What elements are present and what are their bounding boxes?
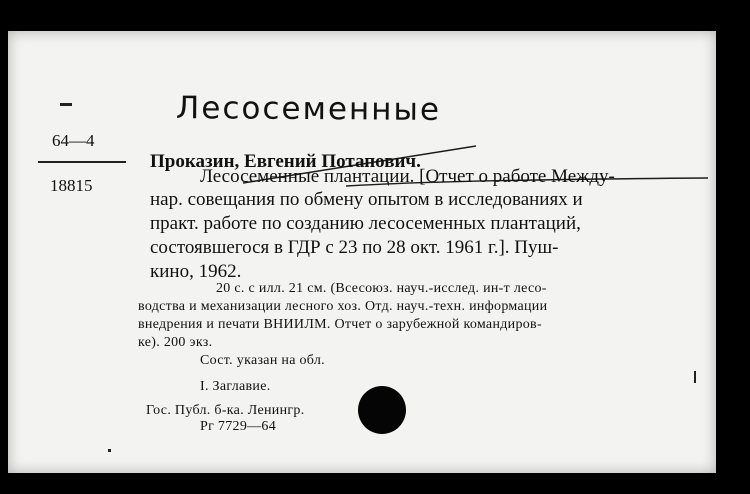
- collation-line: 20 с. с илл. 21 см. (Всесоюз. науч.-исслед. ин-т лесо-: [216, 281, 547, 296]
- title-line: нар. совещания по обмену опытом в исследованиях и: [150, 189, 583, 210]
- catalog-card: [8, 31, 716, 473]
- record-number: Рг 7729—64: [200, 419, 277, 434]
- title-line: состоявшегося в ГДР с 23 по 28 окт. 1961 г.]. Пуш-: [150, 237, 559, 258]
- call-number-bottom: 18815: [50, 176, 93, 195]
- author-heading: Проказин, Евгений Потапович.: [150, 151, 421, 172]
- title-line: кино, 1962.: [150, 261, 242, 282]
- collation-line: внедрения и печати ВНИИЛМ. Отчет о зарубежной командиров-: [138, 317, 542, 332]
- title-line: практ. работе по созданию лесосеменных плантаций,: [150, 213, 581, 234]
- collation-line: ке). 200 экз.: [138, 335, 213, 350]
- note-line: Сост. указан на обл.: [200, 353, 325, 368]
- handwritten-subject-note: Лесосеменные: [175, 90, 442, 128]
- subject-entry: I. Заглавие.: [200, 379, 271, 394]
- title-line: Лесосеменные плантации. [Отчет о работе Между-: [200, 166, 615, 187]
- collation-line: водства и механизации лесного хоз. Отд. науч.-техн. информации: [138, 299, 548, 314]
- call-number-top: 64—4: [52, 131, 95, 150]
- ink-blot: [358, 386, 406, 434]
- library-name: Гос. Публ. б-ка. Ленингр.: [146, 403, 305, 418]
